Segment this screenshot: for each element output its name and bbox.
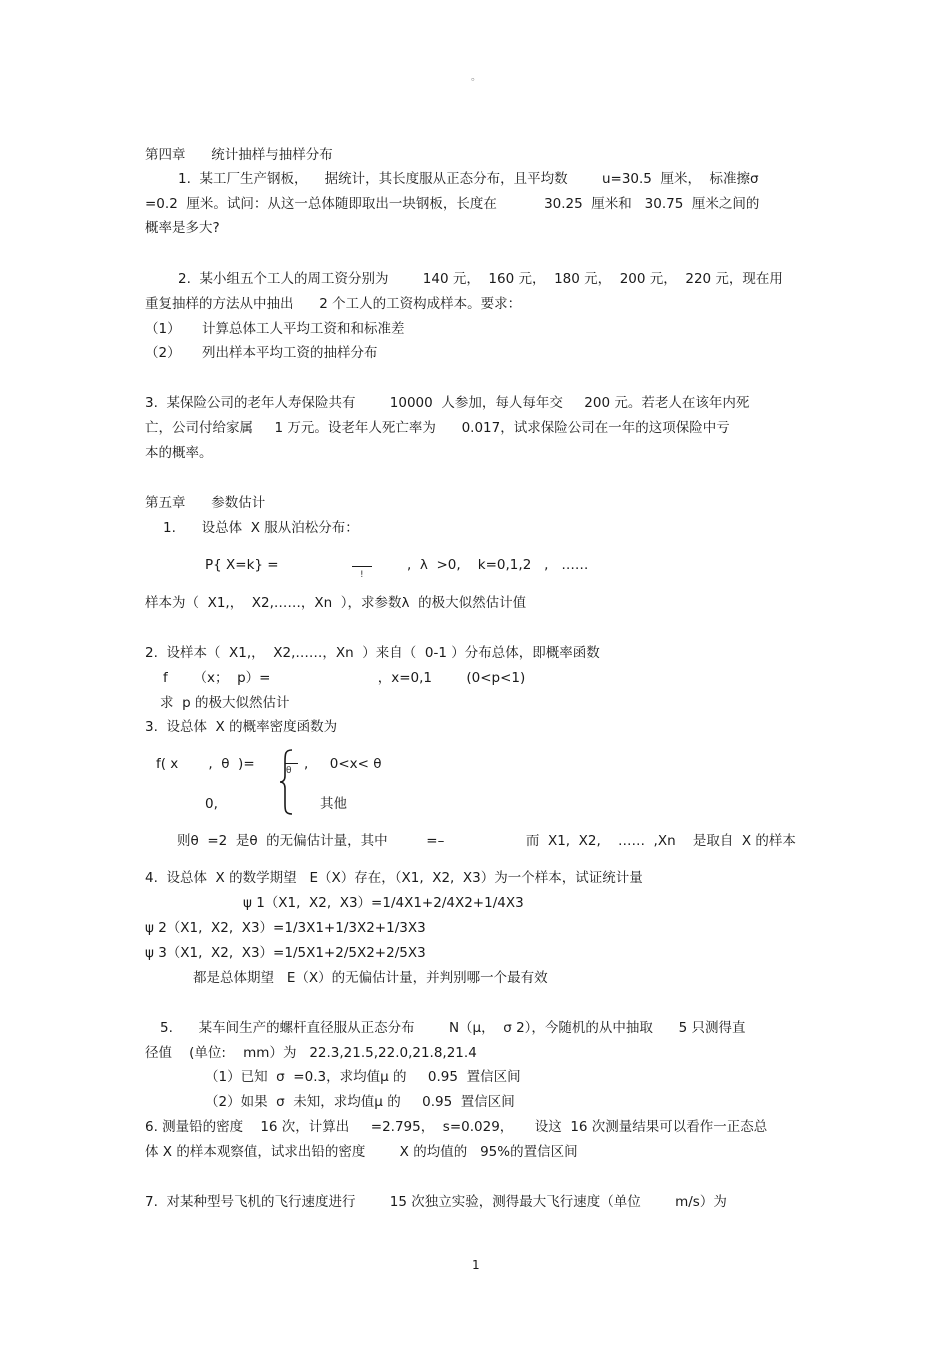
ch5-q5-item1: （1）已知 σ =0.3，求均值μ 的 0.95 置信区间 <box>205 1069 521 1085</box>
ch4-q3-line1: 3. 某保险公司的老年人寿保险共有 10000 人参加，每人每年交 200 元。若老人在该年内死 <box>145 395 750 411</box>
ch5-q5-line1: 5. 某车间生产的螺杆直径服从正态分布 N（μ， σ 2），今随机的从中抽取 5 只测得直 <box>160 1020 746 1036</box>
ch5-q3-case1: , 0<x< θ <box>304 756 382 772</box>
ch4-q2-line1: 2. 某小组五个工人的周工资分别为 140 元， 160 元， 180 元， 200 元， 220 元，现在用 <box>178 271 783 287</box>
ch5-q3-zero: 0, <box>205 796 218 812</box>
ch4-q1-line2: =0.2 厘米。试问：从这一总体随即取出一块钢板，长度在 30.25 厘米和 30.75 厘米之间的 <box>145 196 760 212</box>
ch5-q1-condition: , λ >0, k=0,1,2 , …… <box>407 557 589 573</box>
ch5-q1-formula: P{ X=k} = <box>205 557 279 573</box>
ch5-q2-line2: f （x； p）= ，x=0,1 (0<p<1) <box>163 670 526 686</box>
ch5-q6-line1: 6. 测量铅的密度 16 次，计算出 =2.795， s=0.029， 设这 16 次测量结果可以看作一正态总 <box>145 1119 768 1135</box>
page-number: 1 <box>472 1258 480 1272</box>
chapter-5-title: 第五章 参数估计 <box>145 495 266 511</box>
ch4-q3-line3: 本的概率。 <box>145 445 213 461</box>
ch4-q2-line2: 重复抽样的方法从中抽出 2 个工人的工资构成样本。要求： <box>145 296 522 312</box>
ch5-q4-line5: 都是总体期望 E（X）的无偏估计量，并判别哪一个最有效 <box>193 970 548 986</box>
ch5-q3-case2: 其他 <box>320 796 347 812</box>
ch4-q1-line3: 概率是多大? <box>145 220 220 236</box>
ch5-q1-fraction-bar <box>352 566 372 567</box>
ch4-q3-line2: 亡，公司付给家属 1 万元。设老年人死亡率为 0.017，试求保险公司在一年的这项保险中亏 <box>145 420 730 436</box>
ch5-q3-intro: 3. 设总体 X 的概率密度函数为 <box>145 719 338 735</box>
ch5-q3-theta-denominator: θ <box>286 766 292 776</box>
ch5-q3-fraction-bar <box>285 763 298 764</box>
ch4-q2-item1: （1） 计算总体工人平均工资和和标准差 <box>145 321 405 337</box>
piecewise-brace-icon <box>278 748 296 816</box>
ch5-q7-line1: 7. 对某种型号飞机的飞行速度进行 15 次独立实验，测得最大飞行速度（单位 m/s）为 <box>145 1194 727 1210</box>
chapter-4-title: 第四章 统计抽样与抽样分布 <box>145 147 333 163</box>
ch5-q6-line2: 体 X 的样本观察值，试求出铅的密度 X 的均值的 95%的置信区间 <box>145 1144 578 1160</box>
ch4-q1-line1: 1. 某工厂生产钢板， 据统计，其长度服从正态分布，且平均数 u=30.5 厘米， 标准擦σ <box>178 171 759 187</box>
ch5-q4-line1: 4. 设总体 X 的数学期望 E（X）存在，（X1, X2, X3）为一个样本，试证统计量 <box>145 870 643 886</box>
header-mark: 。 <box>471 72 481 83</box>
ch5-q1-denominator: ! <box>360 570 364 580</box>
ch5-q4-psi2: ψ 2（X1, X2, X3）=1/3X1+1/3X2+1/3X3 <box>145 920 426 936</box>
ch5-q3-lhs: f( x , θ )= <box>156 756 255 772</box>
ch4-q2-item2: （2） 列出样本平均工资的抽样分布 <box>145 345 378 361</box>
ch5-q5-line2: 径值 (单位: mm）为 22.3,21.5,22.0,21.8,21.4 <box>145 1045 477 1061</box>
ch5-q1-tail: 样本为（ X1,， X2,……，Xn ），求参数λ 的极大似然估计值 <box>145 595 527 611</box>
ch5-q2-line1: 2. 设样本（ X1,， X2,……，Xn ）来自（ 0-1 ）分布总体，即概率函数 <box>145 645 600 661</box>
ch5-q3-tail: 则θ =2 是θ 的无偏估计量，其中 =– 而 X1, X2, …… ,Xn 是取自 X 的样本 <box>177 833 796 849</box>
ch5-q5-item2: （2）如果 σ 未知，求均值μ 的 0.95 置信区间 <box>205 1094 515 1110</box>
ch5-q1-intro: 1. 设总体 X 服从泊松分布： <box>163 520 359 536</box>
ch5-q2-line3: 求 p 的极大似然估计 <box>160 695 290 711</box>
ch5-q4-psi1: ψ 1（X1, X2, X3）=1/4X1+2/4X2+1/4X3 <box>243 895 524 911</box>
ch5-q4-psi3: ψ 3（X1, X2, X3）=1/5X1+2/5X2+2/5X3 <box>145 945 426 961</box>
